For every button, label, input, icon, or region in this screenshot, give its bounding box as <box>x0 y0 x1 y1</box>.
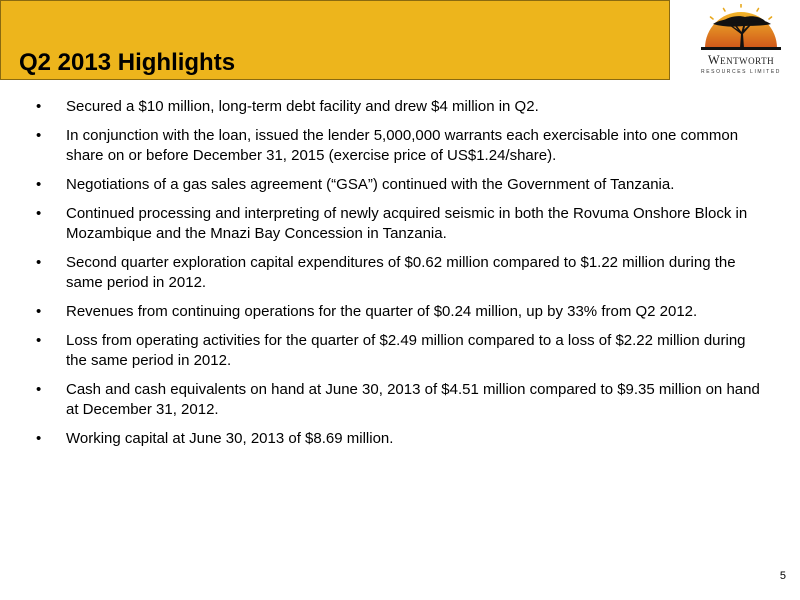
title-bar <box>0 0 670 80</box>
list-item-text: Negotiations of a gas sales agreement (“GSA”) continued with the Government of Tanzania. <box>66 176 675 193</box>
bullet-marker: • <box>36 381 42 398</box>
bullet-marker: • <box>36 127 42 144</box>
list-item <box>36 380 766 420</box>
list-item-text: Revenues from continuing operations for the quarter of $0.24 million, up by 33% from Q2 2012. <box>66 303 698 320</box>
list-item-text: Secured a $10 million, long-term debt facility and drew $4 million in Q2. <box>66 98 539 115</box>
list-item-text: Loss from operating activities for the quarter of $2.49 million compared to a loss of $2.22 million during the same period in 2012. <box>66 332 746 369</box>
list-item-text: Continued processing and interpreting of newly acquired seismic in both the Rovuma Onshore Block in Mozambique and the Mnazi Bay Concession in Tanzania. <box>66 205 748 242</box>
list-item <box>36 97 766 117</box>
list-item <box>36 302 766 322</box>
bullet-marker: • <box>36 430 42 447</box>
bullet-marker: • <box>36 176 42 193</box>
list-item-text: Working capital at June 30, 2013 of $8.69 million. <box>66 430 394 447</box>
slide-title: Q2 2013 Highlights <box>19 49 236 76</box>
page-number: 5 <box>779 570 786 582</box>
list-item-text: In conjunction with the loan, issued the lender 5,000,000 warrants each exercisable into one common share on or before December 31, 2015 (exercise price of US$1.24/share). <box>66 127 739 164</box>
list-item <box>36 175 766 195</box>
list-item-text: Cash and cash equivalents on hand at June 30, 2013 of $4.51 million compared to $9.35 million on hand at December 31, 2012. <box>66 381 760 418</box>
bullet-marker: • <box>36 98 42 115</box>
logo-wordmark: Wentworth <box>707 53 775 67</box>
list-item <box>36 204 766 244</box>
logo-subtitle: RESOURCES LIMITED <box>701 69 781 75</box>
bullet-marker: • <box>36 303 42 320</box>
list-item <box>36 126 766 166</box>
list-item <box>36 429 766 449</box>
list-item <box>36 253 766 293</box>
list-item <box>36 331 766 371</box>
company-logo <box>685 4 797 80</box>
highlights-list <box>36 97 766 458</box>
bullet-marker: • <box>36 254 42 271</box>
acacia-tree-sunrise-icon <box>699 4 783 54</box>
bullet-marker: • <box>36 205 42 222</box>
bullet-marker: • <box>36 332 42 349</box>
list-item-text: Second quarter exploration capital expenditures of $0.62 million compared to $1.22 million during the same period in 2012. <box>66 254 736 291</box>
